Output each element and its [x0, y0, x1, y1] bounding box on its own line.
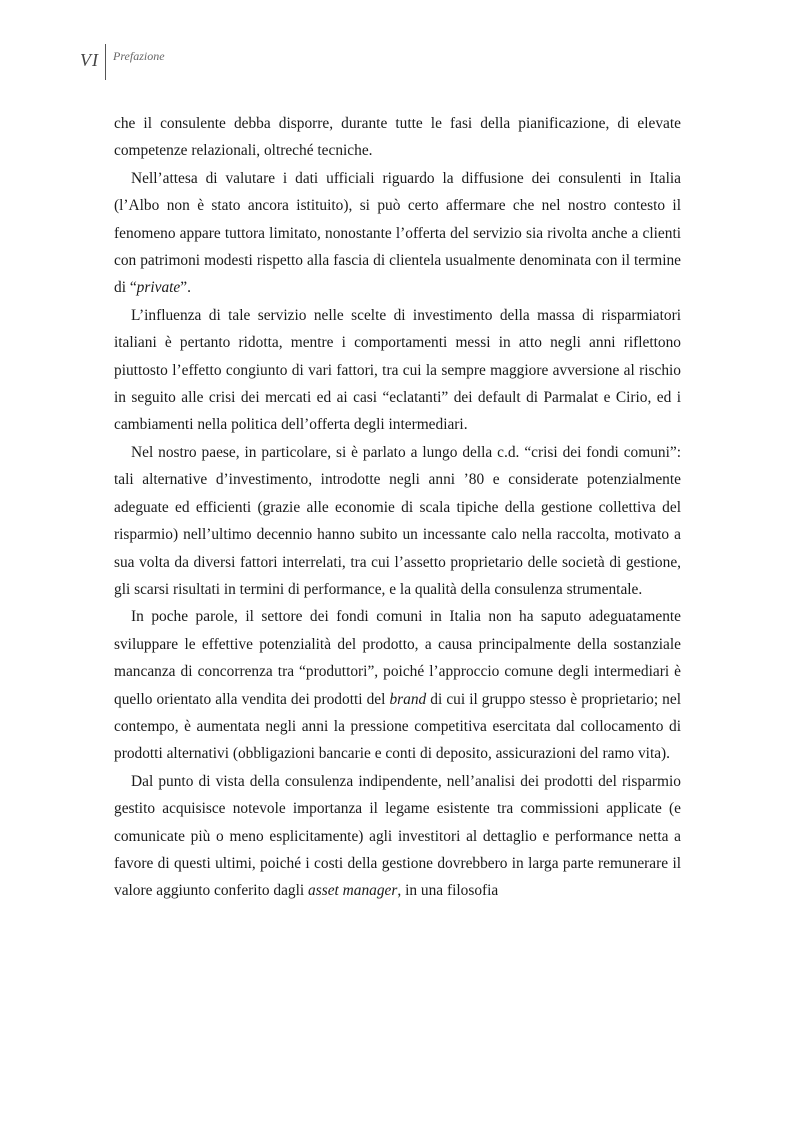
section-title: Prefazione [113, 49, 165, 63]
paragraph [114, 439, 681, 603]
text-segment: L’influenza di tale servizio nelle scelte di investimento della massa di risparmiatori italiani è pertanto ridotta, mentre i comportamenti messi in atto negli anni riflettono piuttosto l’effetto congiunto di vari fattori, tra cui la sempre maggiore avversione al rischio in seguito alle crisi dei mercati ed ai casi “eclatanti” dei default di Parmalat e Cirio, ed i cambiamenti nella politica dell’offerta degli intermediari. [114, 306, 681, 434]
paragraph [114, 302, 681, 439]
paragraph [114, 603, 681, 767]
text-segment: , in una filosofia [397, 882, 499, 900]
text-segment: di cui il gruppo stesso è proprietario; nel contempo, è aumentata negli anni la pressione competitiva esercitata dal collocamento di prodotti alternativi (obbligazioni bancarie e conti di deposito, assicurazioni del ramo vita). [114, 690, 681, 763]
text-segment: ”. [180, 279, 191, 297]
text-segment: Nell’attesa di valutare i dati ufficiali riguardo la diffusione dei consulenti in Italia (l’Albo non è stato ancora istituito), si può certo affermare che nel nostro contesto il fenomeno appare tuttora limitato, nonostante l’offerta del servizio sia rivolta anche a clienti con patrimoni modesti rispetto alla fascia di clientela usualmente denominata con il termine di “ [114, 169, 681, 297]
page-number: VI [80, 50, 99, 70]
text-segment: che il consulente debba disporre, durante tutte le fasi della pianificazione, di elevate competenze relazionali, oltreché tecniche. [114, 115, 681, 160]
text-segment: In poche parole, il settore dei fondi comuni in Italia non ha saputo adeguatamente sviluppare le effettive potenzialità del prodotto, a causa principalmente della sostanziale mancanza di concorrenza tra “produttori”, poiché l’approccio comune degli intermediari è quello orientato alla vendita dei prodotti del [114, 608, 681, 708]
body-text [114, 110, 681, 905]
italic-term: private [136, 279, 181, 297]
paragraph [114, 768, 681, 905]
header-divider [105, 44, 106, 80]
paragraph [114, 165, 681, 302]
text-segment: Dal punto di vista della consulenza indipendente, nell’analisi dei prodotti del risparmio gestito acquisisce notevole importanza il legame esistente tra commissioni applicate (e comunicate più o meno esplicitamente) agli investitori al dettaglio e performance netta a favore di questi ultimi, poiché i costi della gestione dovrebbero in larga parte remunerare il valore aggiunto conferito dagli [114, 772, 681, 900]
italic-term: asset manager [308, 882, 398, 900]
text-segment: Nel nostro paese, in particolare, si è parlato a lungo della c.d. “crisi dei fondi comuni”: tali alternative d’investimento, introdotte negli anni ’80 e considerate potenzialmente adeguate ed efficienti (grazie alle economie di scala tipiche della gestione collettiva del risparmio) nell’ultimo decennio hanno subito un incessante calo nella raccolta, motivato a sua volta da diversi fattori interrelati, tra cui l’assetto proprietario delle società di gestione, gli scarsi risultati in termini di performance, e la qualità della consulenza strumentale. [114, 443, 681, 598]
italic-term: brand [389, 690, 427, 708]
paragraph [114, 110, 681, 165]
